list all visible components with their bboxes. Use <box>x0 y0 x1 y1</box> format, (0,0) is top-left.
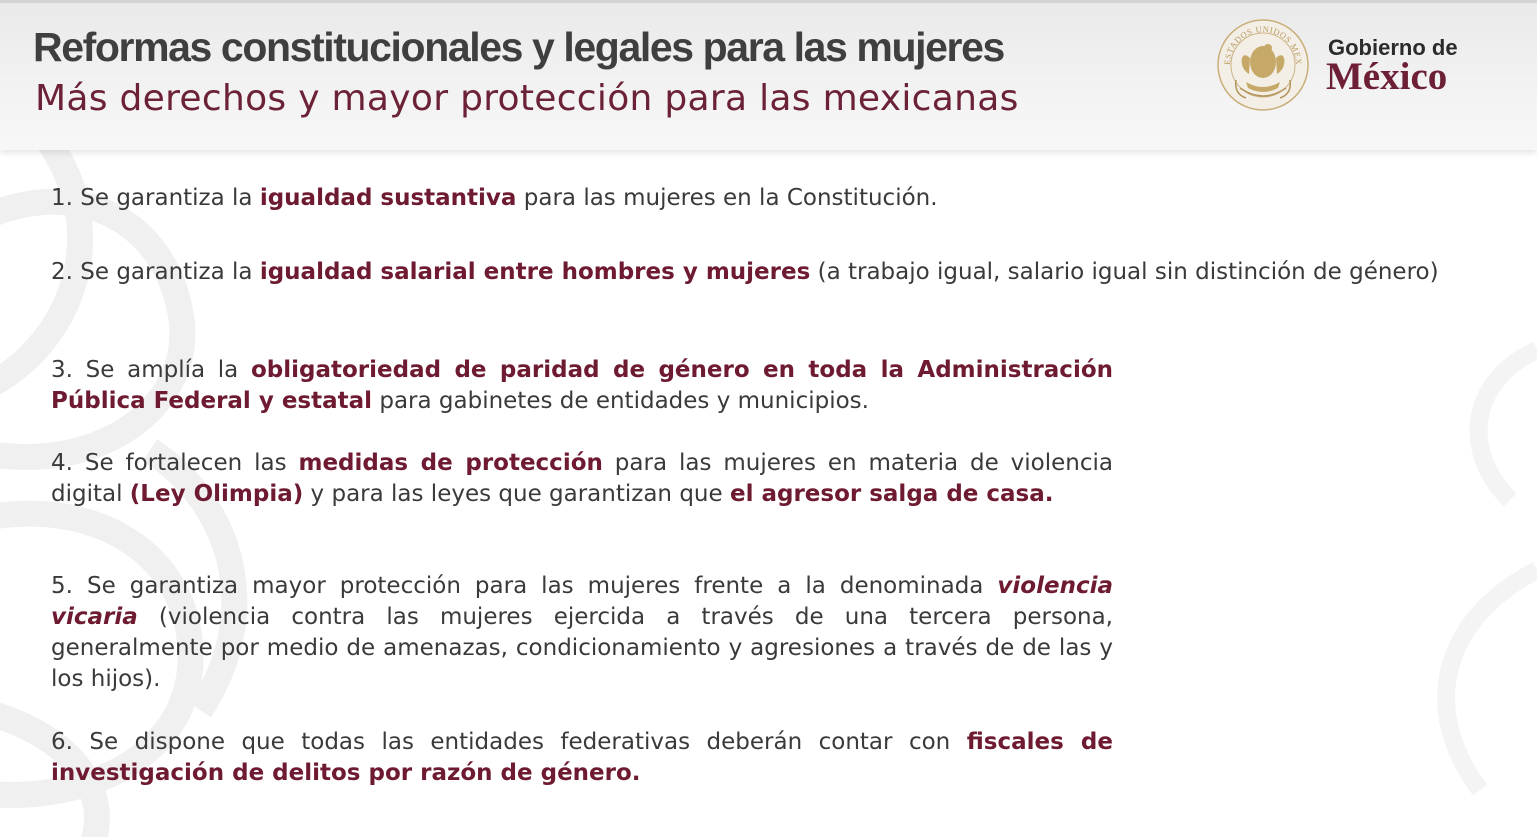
item-number: 2. <box>51 259 73 285</box>
item-text: para las mujeres en materia de violencia digital <box>51 450 1113 507</box>
item-text: y para las leyes que garantizan que <box>303 481 730 507</box>
header-banner <box>0 0 1537 150</box>
item-highlight: (Ley Olimpia) <box>129 481 304 507</box>
item-number: 1. <box>51 185 73 211</box>
item-highlight: violencia vicaria <box>51 573 1113 630</box>
header-top-line <box>0 0 1537 3</box>
item-highlight: igualdad sustantiva <box>259 185 517 211</box>
item-highlight: el agresor salga de casa. <box>729 481 1054 507</box>
item-text: para gabinetes de entidades y municipios. <box>372 388 869 414</box>
item-highlight: obligatoriedad de paridad de género en toda la Administración Pública Federal y estatal <box>51 357 1114 414</box>
seal-legend: ESTADOS UNIDOS MEX <box>1221 23 1305 66</box>
list-item <box>51 254 1473 291</box>
item-text: Se garantiza mayor protección para las mujeres frente a la denominada <box>72 573 998 599</box>
list-item <box>51 727 1113 789</box>
gobierno-logo-line2: México <box>1326 55 1448 98</box>
item-text: Se garantiza la <box>72 185 260 211</box>
item-number: 4. <box>51 450 73 476</box>
list-item <box>51 571 1113 695</box>
item-number: 5. <box>51 573 73 599</box>
item-text: Se dispone que todas las entidades federativas deberán contar con <box>72 729 967 755</box>
item-text: Se fortalecen las <box>72 450 299 476</box>
item-highlight: fiscales de investigación de delitos por razón de género. <box>51 729 1113 786</box>
list-item <box>51 448 1113 510</box>
page-subtitle: Más derechos y mayor protección para las mexicanas <box>35 78 1019 119</box>
page-title: Reformas constitucionales y legales para las mujeres <box>33 24 1004 70</box>
item-text: Se garantiza la <box>72 259 260 285</box>
item-text: Se amplía la <box>72 357 251 383</box>
item-number: 3. <box>51 357 73 383</box>
list-item <box>51 180 1473 217</box>
mexico-coat-of-arms-seal-icon <box>1216 18 1310 112</box>
item-number: 6. <box>51 729 73 755</box>
item-highlight: igualdad salarial entre hombres y mujeres <box>259 259 811 285</box>
list-item <box>51 355 1113 417</box>
item-highlight: medidas de protección <box>298 450 603 476</box>
item-text: (a trabajo igual, salario igual sin distinción de género) <box>810 259 1439 285</box>
gobierno-logo-line1: Gobierno de <box>1328 35 1458 60</box>
item-text: para las mujeres en la Constitución. <box>516 185 938 211</box>
item-text: (violencia contra las mujeres ejercida a través de una tercera persona, generalmente por medio de amenazas, condicionamiento y agresiones a través de de las y los hijos). <box>51 604 1113 692</box>
